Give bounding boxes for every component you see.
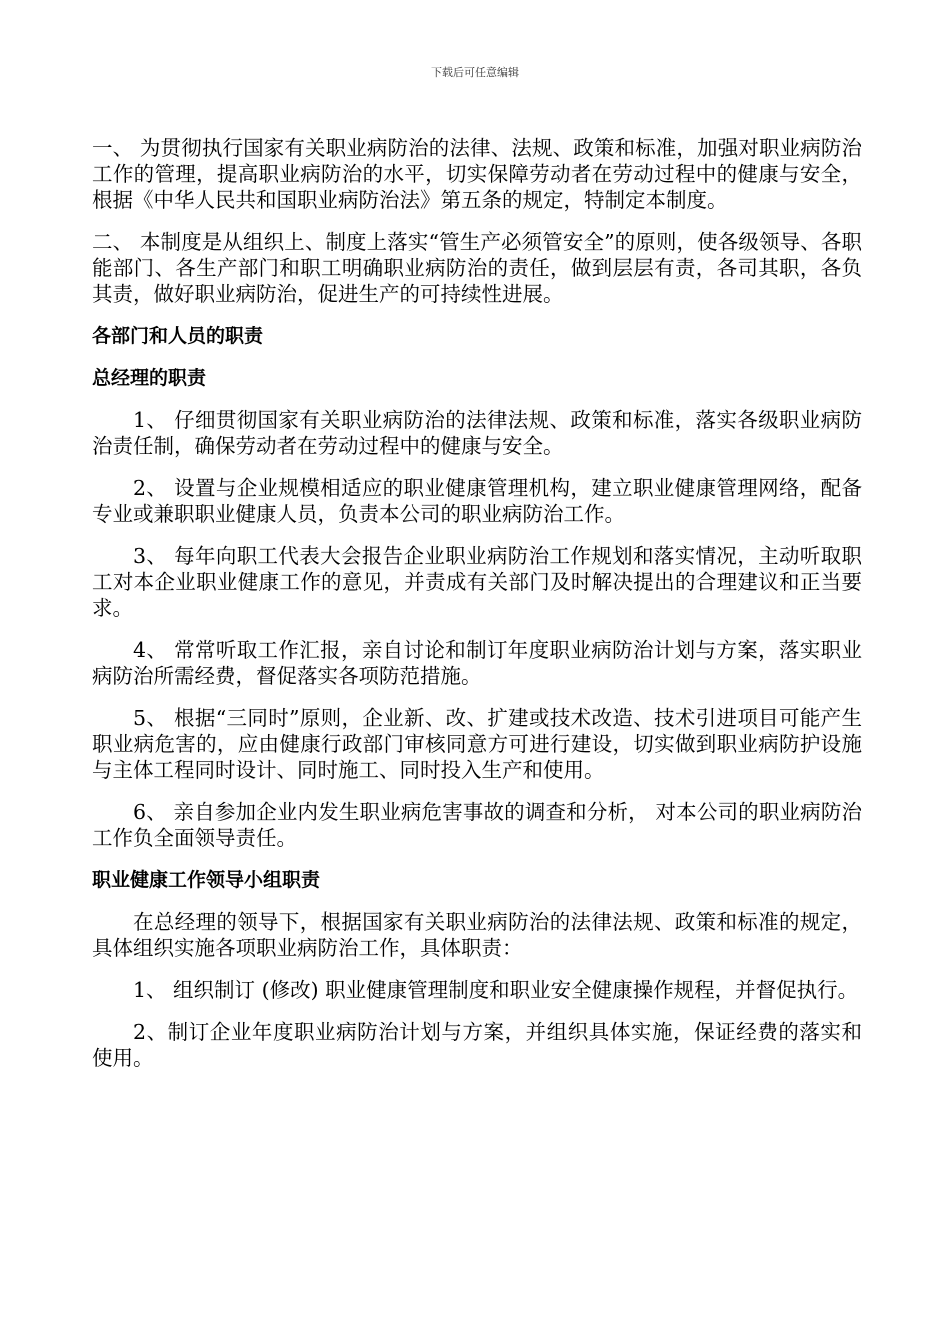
intro-paragraph-1: 一、 为贯彻执行国家有关职业病防治的法律、法规、政策和标准，加强对职业病防治工作的管理，提高职业病防治的水平，切实保障劳动者在劳动过程中的健康与安全，根据《中华人民共和国职业病防治法》第五条的规定，特制定本制度。 xyxy=(92,136,862,212)
gm-heading: 总经理的职责 xyxy=(92,367,207,389)
gm-item-3: 3、 每年向职工代表大会报告企业职业病防治工作规划和落实情况，主动听取职工对本企业职业健康工作的意见，并责成有关部门及时解决提出的合理建议和正当要求。 xyxy=(92,544,862,620)
gm-item-1: 1、 仔细贯彻国家有关职业病防治的法律法规、政策和标准，落实各级职业病防治责任制，确保劳动者在劳动过程中的健康与安全。 xyxy=(92,408,862,458)
group-intro: 在总经理的领导下，根据国家有关职业病防治的法律法规、政策和标准的规定，具体组织实施各项职业病防治工作，具体职责： xyxy=(92,910,862,960)
group-heading: 职业健康工作领导小组职责 xyxy=(92,869,321,891)
group-item-1: 1、 组织制订 (修改) 职业健康管理制度和职业安全健康操作规程，并督促执行。 xyxy=(133,978,859,1002)
document-body xyxy=(92,135,862,1087)
section-heading: 各部门和人员的职责 xyxy=(92,325,264,347)
header-note: 下载后可任意编辑 xyxy=(431,66,519,79)
gm-item-6: 6、 亲自参加企业内发生职业病危害事故的调查和分析， 对本公司的职业病防治工作负全面领导责任。 xyxy=(92,800,862,850)
intro-paragraph-2: 二、 本制度是从组织上、制度上落实“管生产必须管安全”的原则，使各级领导、各职能部门、各生产部门和职工明确职业病防治的责任，做到层层有责，各司其职，各负其责，做好职业病防治，促进生产的可持续性进展。 xyxy=(92,230,862,306)
gm-item-5: 5、 根据“三同时”原则，企业新、改、扩建或技术改造、技术引进项目可能产生职业病危害的，应由健康行政部门审核同意方可进行建设，切实做到职业病防护设施与主体工程同时设计、同时施工、同时投入生产和使用。 xyxy=(92,706,862,782)
gm-item-2: 2、 设置与企业规模相适应的职业健康管理机构，建立职业健康管理网络，配备专业或兼职职业健康人员，负责本公司的职业病防治工作。 xyxy=(92,476,862,526)
gm-item-4: 4、 常常听取工作汇报，亲自讨论和制订年度职业病防治计划与方案，落实职业病防治所需经费，督促落实各项防范措施。 xyxy=(92,638,862,688)
group-item-2: 2、制订企业年度职业病防治计划与方案，并组织具体实施，保证经费的落实和使用。 xyxy=(92,1020,862,1070)
